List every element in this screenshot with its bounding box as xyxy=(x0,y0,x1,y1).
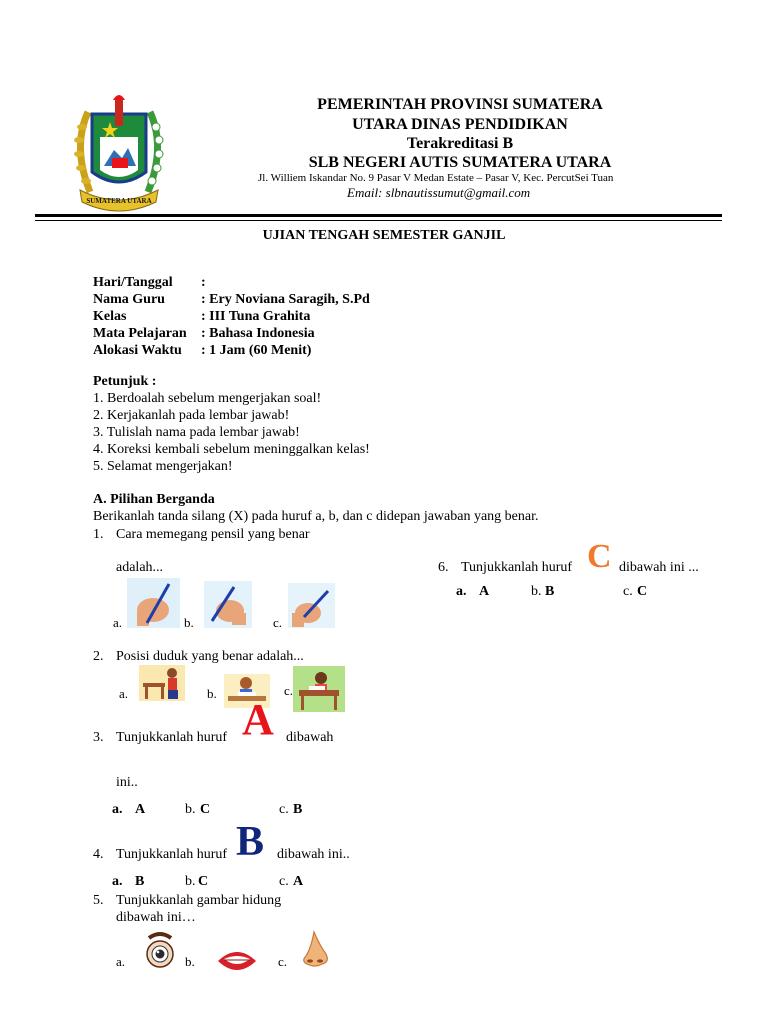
q2-option-c-label: c. xyxy=(284,683,294,698)
info-value: : xyxy=(201,275,206,290)
instructions xyxy=(93,373,370,475)
header-accreditation: Terakreditasi B xyxy=(406,135,514,152)
header-school-name: SLB NEGERI AUTIS SUMATERA UTARA xyxy=(308,154,612,171)
q6-option-c-value: C xyxy=(637,584,648,599)
q6-option-a-label: a. xyxy=(456,584,467,599)
instruction-item: 3. Tulislah nama pada lembar jawab! xyxy=(93,425,300,440)
q3-text-2: ini.. xyxy=(116,775,138,790)
q2-option-b-label: b. xyxy=(207,686,217,701)
hand-holding-pencil-icon xyxy=(288,583,335,628)
q5-text: Tunjukkanlah gambar hidung xyxy=(116,893,282,908)
q4-option-b-label: b. xyxy=(185,874,196,889)
q6-option-a-value: A xyxy=(479,584,490,599)
q6-letter: C xyxy=(587,538,612,575)
q3-option-b-value: C xyxy=(200,802,211,817)
info-key: Alokasi Waktu xyxy=(93,343,182,358)
q4-option-a-value: B xyxy=(135,874,145,889)
q1-number: 1. xyxy=(93,527,104,542)
q2-text: Posisi duduk yang benar adalah... xyxy=(116,649,304,664)
eye-icon xyxy=(143,930,177,970)
q5-option-b-label: b. xyxy=(185,954,195,969)
instruction-item: 5. Selamat mengerjakan! xyxy=(93,459,233,474)
instructions-title: Petunjuk : xyxy=(93,374,157,389)
exam-title: UJIAN TENGAH SEMESTER GANJIL xyxy=(262,228,506,243)
q2-number: 2. xyxy=(93,649,104,664)
q4-option-c-label: c. xyxy=(279,874,289,889)
header-address: Jl. Williem Iskandar No. 9 Pasar V Medan Estate – Pasar V, Kec. PercutSei Tuan xyxy=(258,172,614,184)
instruction-item: 2. Kerjakanlah pada lembar jawab! xyxy=(93,408,290,423)
info-row-duration xyxy=(93,342,370,359)
info-key: Hari/Tanggal xyxy=(93,275,173,290)
q3-option-a-label: a. xyxy=(112,802,123,817)
q3-letter: A xyxy=(242,695,274,744)
q2-option-a-label: a. xyxy=(119,686,129,701)
q1-option-c-label: c. xyxy=(273,615,283,630)
info-row-subject xyxy=(93,325,370,342)
info-key: Mata Pelajaran xyxy=(93,326,187,341)
instruction-item: 1. Berdoalah sebelum mengerjakan soal! xyxy=(93,391,322,406)
sitting-student-icon xyxy=(139,665,185,701)
instruction-item: 4. Koreksi kembali sebelum meninggalkan kelas! xyxy=(93,442,370,457)
q6-text-after: dibawah ini ... xyxy=(619,560,699,575)
q3-text-after: dibawah xyxy=(286,730,334,745)
q6-option-b-value: B xyxy=(545,584,555,599)
q4-option-b-value: C xyxy=(198,874,209,889)
info-value: : III Tuna Grahita xyxy=(201,309,311,324)
q3-option-b-label: b. xyxy=(185,802,196,817)
q3-option-c-value: B xyxy=(293,802,303,817)
q6-option-b-label: b. xyxy=(531,584,542,599)
q3-option-a-value: A xyxy=(135,802,146,817)
info-value: : Bahasa Indonesia xyxy=(201,326,315,341)
exam-info xyxy=(93,274,370,359)
info-row-date xyxy=(93,274,370,291)
sitting-student-icon xyxy=(293,666,345,712)
q4-text-after: dibawah ini.. xyxy=(277,847,350,862)
q1-option-b-label: b. xyxy=(184,615,194,630)
q6-option-c-label: c. xyxy=(623,584,633,599)
q3-number: 3. xyxy=(93,730,104,745)
info-key: Kelas xyxy=(93,309,127,324)
info-key: Nama Guru xyxy=(93,292,165,307)
q3-option-c-label: c. xyxy=(279,802,289,817)
q4-letter: B xyxy=(236,819,265,865)
info-value: : Ery Noviana Saragih, S.Pd xyxy=(201,292,370,307)
q4-number: 4. xyxy=(93,847,104,862)
q4-option-c-value: A xyxy=(293,874,304,889)
q6-text: Tunjukkanlah huruf xyxy=(461,560,573,575)
header-email: Email: slbnautissumut@gmail.com xyxy=(347,185,531,200)
q5-number: 5. xyxy=(93,893,104,908)
nose-icon xyxy=(298,930,332,970)
hand-holding-pencil-icon xyxy=(127,578,180,628)
q4-option-a-label: a. xyxy=(112,874,123,889)
header-line-2: UTARA DINAS PENDIDIKAN xyxy=(352,116,568,133)
hand-holding-pencil-icon xyxy=(204,581,252,628)
svg-text:SUMATERA UTARA: SUMATERA UTARA xyxy=(86,197,152,205)
section-a-instruction: Berikanlah tanda silang (X) pada huruf a, b, dan c didepan jawaban yang benar. xyxy=(93,509,539,524)
q1-option-a-label: a. xyxy=(113,615,123,630)
header-line-1: PEMERINTAH PROVINSI SUMATERA xyxy=(317,96,603,113)
section-a-title: A. Pilihan Berganda xyxy=(93,492,215,507)
q5-option-a-label: a. xyxy=(116,954,126,969)
q5-option-c-label: c. xyxy=(278,954,288,969)
q4-text: Tunjukkanlah huruf xyxy=(116,847,228,862)
q3-text: Tunjukkanlah huruf xyxy=(116,730,228,745)
info-row-teacher xyxy=(93,291,370,308)
q1-text: Cara memegang pensil yang benar xyxy=(116,527,310,542)
q6-number: 6. xyxy=(438,560,449,575)
header-rule-thin xyxy=(35,220,722,221)
school-logo xyxy=(70,92,168,212)
q1-text-2: adalah... xyxy=(116,560,164,575)
header-rule-thick xyxy=(35,214,722,217)
mouth-icon xyxy=(216,947,258,975)
info-value: : 1 Jam (60 Menit) xyxy=(201,343,312,358)
info-row-class xyxy=(93,308,370,325)
q5-text-2: dibawah ini… xyxy=(116,910,196,925)
